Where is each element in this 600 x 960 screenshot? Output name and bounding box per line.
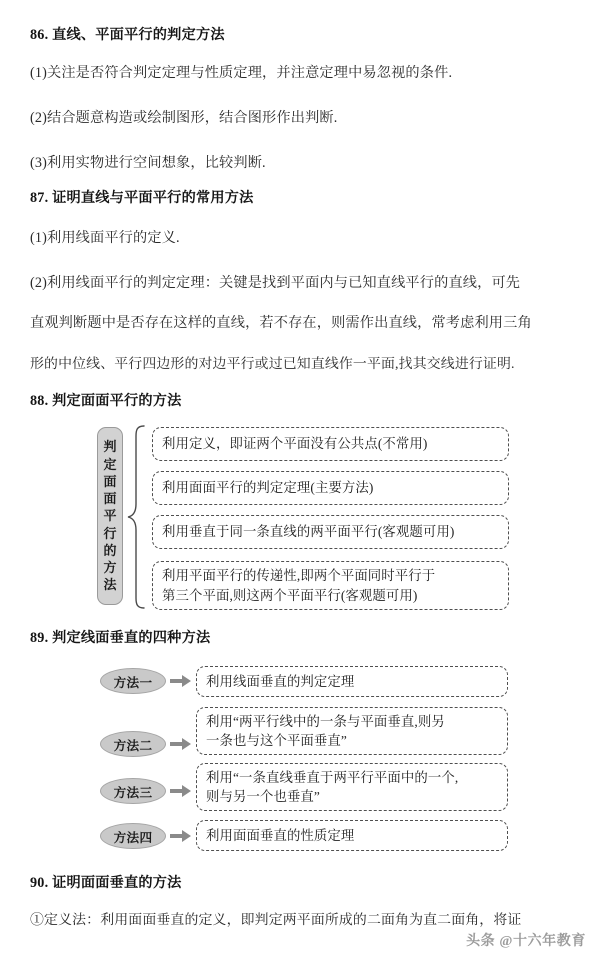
arrow-right-icon-1	[170, 674, 192, 688]
diagram-89-row-4-label-text: 方法四	[113, 830, 153, 845]
diagram-89-row-2-line-2: 一条也与这个平面垂直”	[206, 733, 347, 748]
section-87-paragraph-2-line-1: (2)利用线面平行的判定定理：关键是找到平面内与已知直线平行的直线，可先	[30, 275, 521, 291]
diagram-89-row-1-content	[196, 666, 508, 697]
vlabel-char-8: 法	[103, 577, 117, 593]
diagram-89-row-2-label-text: 方法二	[113, 738, 153, 753]
diagram-89-row-1-label	[100, 668, 166, 694]
diagram-88-item-2	[152, 471, 509, 505]
diagram-89-row-2-line-1: 利用“两平行线中的一条与平面垂直,则另	[206, 713, 445, 729]
section-heading-88: 88. 判定面面平行的方法	[30, 393, 182, 409]
section-86-paragraph-2: (2)结合题意构造或绘制图形，结合图形作出判断.	[30, 110, 338, 126]
diagram-89-row-4-line-1: 利用面面垂直的性质定理	[206, 827, 355, 843]
section-heading-87: 87. 证明直线与平面平行的常用方法	[30, 190, 254, 206]
diagram-88-item-3	[152, 515, 509, 549]
vlabel-char-7: 方	[103, 560, 117, 576]
section-87-paragraph-2-line-3: 形的中位线、平行四边形的对边平行或过已知直线作一平面,找其交线进行证明.	[30, 357, 515, 372]
diagram-89-row-2-content	[196, 707, 508, 755]
arrow-right-icon-2	[170, 737, 192, 751]
section-87-paragraph-1: (1)利用线面平行的定义.	[30, 230, 180, 246]
section-87-paragraph-2-line-2: 直观判断题中是否存在这样的直线，若不存在，则需作出直线，常考虑利用三角	[30, 315, 532, 331]
section-90-paragraph-1: ①定义法：利用面面垂直的定义，即判定两平面所成的二面角为直二面角，将证	[30, 913, 522, 928]
diagram-89-row-3-label-text: 方法三	[113, 785, 153, 800]
arrow-right-icon-3	[170, 784, 192, 798]
vlabel-char-2: 面	[103, 473, 117, 489]
arrow-right-icon-4	[170, 829, 192, 843]
diagram-89-row-3-line-2: 则与另一个也垂直”	[206, 789, 320, 804]
diagram-88-item-4-line-1: 利用平面平行的传递性,即两个平面同时平行于	[162, 568, 436, 584]
diagram-89-row-2-label	[100, 731, 166, 757]
diagram-89-row-3-line-1: 利用“一条直线垂直于两平行平面中的一个,	[206, 769, 459, 785]
watermark: 头条 @十六年教育	[466, 934, 586, 949]
diagram-88-item-4-line-2: 第三个平面,则这两个平面平行(客观题可用)	[162, 587, 418, 603]
vlabel-char-1: 定	[103, 456, 117, 472]
diagram-89-row-1-label-text: 方法一	[113, 675, 153, 690]
curly-brace-icon	[126, 424, 148, 610]
diagram-88-item-3-line-1: 利用垂直于同一条直线的两平面平行(客观题可用)	[162, 524, 455, 540]
vlabel-char-6: 的	[103, 542, 117, 558]
diagram-88-item-4	[152, 561, 509, 610]
section-heading-89: 89. 判定线面垂直的四种方法	[30, 630, 211, 646]
diagram-89-row-3-content	[196, 763, 508, 811]
diagram-89-row-3-label	[100, 778, 166, 804]
vlabel-char-4: 平	[103, 508, 117, 524]
vlabel-char-3: 面	[103, 491, 117, 507]
section-heading-86: 86. 直线、平面平行的判定方法	[30, 27, 225, 43]
diagram-89-row-1-line-1: 利用线面垂直的判定定理	[206, 673, 355, 689]
vlabel-char-0: 判	[103, 439, 117, 455]
diagram-89-row-4-label	[100, 823, 166, 849]
vlabel-char-5: 行	[103, 525, 117, 541]
section-heading-90: 90. 证明面面垂直的方法	[30, 875, 182, 891]
section-86-paragraph-1: (1)关注是否符合判定定理与性质定理，并注意定理中易忽视的条件.	[30, 65, 453, 81]
section-86-paragraph-3: (3)利用实物进行空间想象，比较判断.	[30, 155, 266, 171]
diagram-89-row-4-content	[196, 820, 508, 851]
diagram-88-item-1-line-1: 利用定义，即证两个平面没有公共点(不常用)	[162, 436, 428, 452]
diagram-88-item-1	[152, 427, 509, 461]
diagram-88-vertical-label	[97, 427, 123, 605]
diagram-88-item-2-line-1: 利用面面平行的判定定理(主要方法)	[162, 480, 374, 496]
